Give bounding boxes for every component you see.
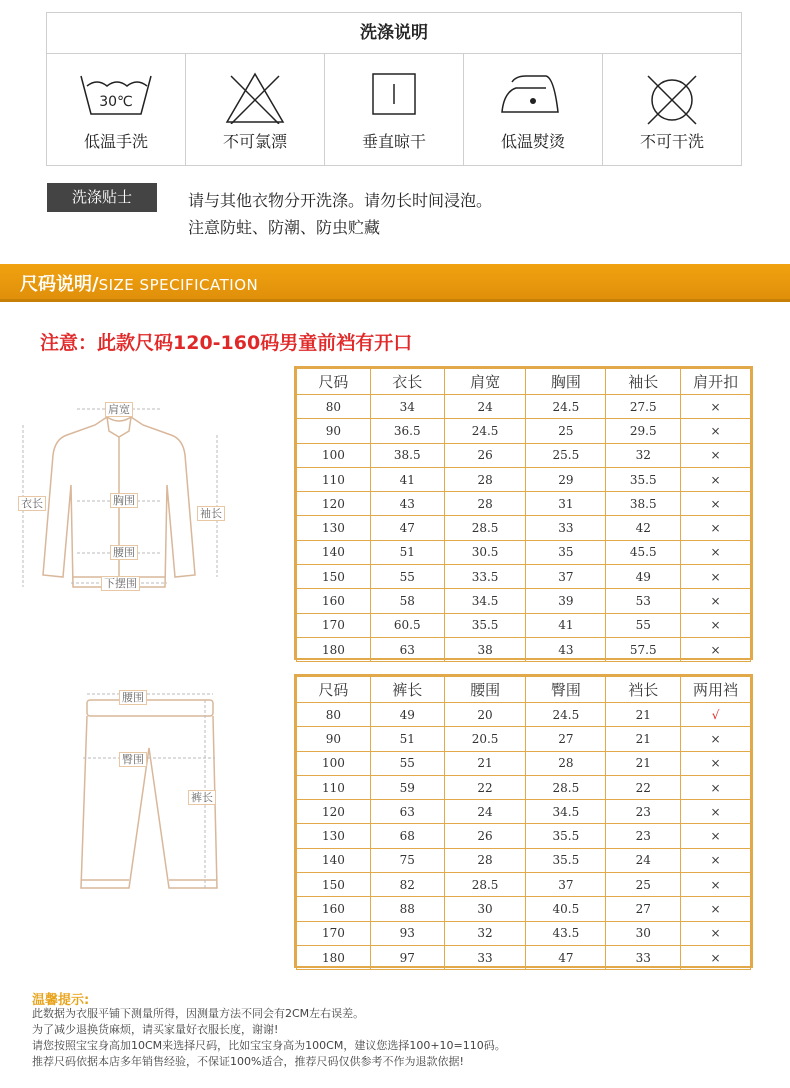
table-row [297,492,751,516]
table-cell: 68 [370,824,444,848]
size-notice: 注意：此款尺码120-160码男童前裆有开口 [40,332,413,354]
table-row [297,565,751,589]
washtub-30-icon [79,72,153,118]
table-cell: 160 [297,589,371,613]
table-cell: 30.5 [444,540,526,564]
table-cell: 37 [526,565,606,589]
table-cell: 59 [370,775,444,799]
table-row [297,703,751,727]
table-cell: 180 [297,637,371,661]
table-cell: 26 [444,443,526,467]
size-banner [0,264,790,302]
table-cell: 21 [606,703,681,727]
wash-cell-hangdry [325,54,464,165]
table-cell: 37 [526,873,606,897]
table-cell: 28 [526,751,606,775]
table-cell: 41 [370,467,444,491]
table-cell: 41 [526,613,606,637]
table-cell: 170 [297,613,371,637]
table-cell: × [681,873,751,897]
table-cell: 34.5 [526,800,606,824]
table-cell: 35.5 [526,824,606,848]
table-cell: 28 [444,492,526,516]
table-cell: 20.5 [444,727,526,751]
hang-dry-icon [371,72,417,116]
table-cell: 39 [526,589,606,613]
washing-tips-text [188,187,492,241]
table-cell: × [681,443,751,467]
table-header-row [297,369,751,395]
table-cell: 88 [370,897,444,921]
no-bleach-icon [225,72,285,124]
table-cell: 53 [606,589,681,613]
table-cell: 40.5 [526,897,606,921]
diagram-label-pants-length: 裤长 [188,790,216,805]
table-cell: 26 [444,824,526,848]
footer-line: 推荐尺码依据本店多年销售经验，不保证100%适合，推荐尺码仅供参考不作为退款依据! [32,1055,464,1068]
wash-cell-nobleach [186,54,325,165]
table-cell: × [681,897,751,921]
tips-line: 注意防蛀、防潮、防虫贮藏 [188,218,381,237]
table-cell: 100 [297,443,371,467]
table-cell: 23 [606,824,681,848]
washing-title: 洗涤说明 [47,13,741,54]
table-cell: 55 [370,565,444,589]
table-cell: 140 [297,848,371,872]
table-cell: 24.5 [526,703,606,727]
table-row [297,727,751,751]
table-cell: 38.5 [370,443,444,467]
table-cell: × [681,565,751,589]
table-cell: 90 [297,419,371,443]
col-header: 裤长 [370,677,444,703]
table-cell: 55 [370,751,444,775]
table-row [297,848,751,872]
table-cell: × [681,727,751,751]
table-cell: 21 [606,727,681,751]
table-cell: × [681,637,751,661]
table-cell: 24 [606,848,681,872]
wash-cell-handwash [47,54,186,165]
table-cell: 24.5 [444,419,526,443]
col-header: 尺码 [297,369,371,395]
table-cell: 24.5 [526,395,606,419]
table-cell: 27 [526,727,606,751]
table-cell: 22 [606,775,681,799]
diagram-label-shoulder: 肩宽 [105,402,133,417]
table-row [297,897,751,921]
size-banner-title [20,270,258,296]
table-header-row [297,677,751,703]
table-cell: 42 [606,516,681,540]
table-cell: 49 [370,703,444,727]
col-header: 肩开扣 [681,369,751,395]
table-cell: 22 [444,775,526,799]
table-row [297,395,751,419]
table-cell: 63 [370,637,444,661]
table-cell: 30 [606,921,681,945]
table-cell: 51 [370,727,444,751]
table-cell: × [681,775,751,799]
table-cell: 43 [370,492,444,516]
table-row [297,751,751,775]
table-cell: 35 [526,540,606,564]
table-cell: 28.5 [444,516,526,540]
diagram-label-hem: 下摆围 [101,576,140,591]
col-header: 胸围 [526,369,606,395]
tips-line: 请与其他衣物分开洗涤。请勿长时间浸泡。 [188,191,493,210]
table-cell: 28.5 [526,775,606,799]
table-cell: 120 [297,492,371,516]
footer-line: 为了减少退换货麻烦，请买家量好衣服长度，谢谢! [32,1023,279,1036]
banner-en-text: SIZE SPECIFICATION [98,276,259,294]
table-cell: 63 [370,800,444,824]
table-cell: × [681,540,751,564]
table-cell: × [681,800,751,824]
table-cell: 58 [370,589,444,613]
table-cell: 25 [526,419,606,443]
table-cell: 23 [606,800,681,824]
table-row [297,516,751,540]
table-cell: 35.5 [444,613,526,637]
table-cell: 33 [606,945,681,969]
diagram-label-hip: 臀围 [119,752,147,767]
table-cell: 130 [297,516,371,540]
table-cell: 80 [297,703,371,727]
table-cell: 43.5 [526,921,606,945]
table-cell: 38.5 [606,492,681,516]
table-cell: 49 [606,565,681,589]
table-cell: 33.5 [444,565,526,589]
top-size-table [296,368,751,662]
table-cell: 93 [370,921,444,945]
table-cell: 29 [526,467,606,491]
col-header: 肩宽 [444,369,526,395]
table-cell: 90 [297,727,371,751]
table-row [297,824,751,848]
table-cell: 80 [297,395,371,419]
no-dryclean-icon [644,72,700,128]
table-cell: 21 [606,751,681,775]
table-cell: × [681,492,751,516]
table-cell: × [681,613,751,637]
table-cell: 34.5 [444,589,526,613]
table-row [297,945,751,969]
wash-label: 不可干洗 [639,132,704,151]
table-row [297,419,751,443]
diagram-label-length: 衣长 [18,496,46,511]
table-cell: × [681,848,751,872]
table-row [297,540,751,564]
diagram-label-sleeve: 袖长 [197,506,225,521]
table-row [297,613,751,637]
table-cell: 55 [606,613,681,637]
table-cell: 24 [444,395,526,419]
table-cell: × [681,751,751,775]
banner-cn-text: 尺码说明/ [20,274,99,295]
table-cell: 100 [297,751,371,775]
table-cell: 30 [444,897,526,921]
col-header: 裆长 [606,677,681,703]
table-cell: 75 [370,848,444,872]
table-cell: 33 [526,516,606,540]
table-cell: 60.5 [370,613,444,637]
table-cell: 43 [526,637,606,661]
table-cell: 28.5 [444,873,526,897]
table-cell: × [681,945,751,969]
table-cell: 32 [444,921,526,945]
table-cell: 51 [370,540,444,564]
footer-line: 请您按照宝宝身高加10CM来选择尺码，比如宝宝身高为100CM，建议您选择100+10=110码。 [32,1039,506,1052]
table-row [297,467,751,491]
iron-low-icon [500,72,566,116]
table-cell: 130 [297,824,371,848]
table-cell: 27 [606,897,681,921]
table-cell: 160 [297,897,371,921]
washing-tips-badge: 洗涤贴士 [47,183,157,212]
col-header: 臀围 [526,677,606,703]
table-cell: 180 [297,945,371,969]
table-cell: 82 [370,873,444,897]
table-cell: 20 [444,703,526,727]
table-cell: 31 [526,492,606,516]
footer-title: 温馨提示: [32,993,90,1008]
table-cell: 25.5 [526,443,606,467]
table-row [297,775,751,799]
table-cell: 35.5 [606,467,681,491]
table-cell: 47 [370,516,444,540]
col-header: 两用裆 [681,677,751,703]
wash-cell-nodryclean [603,54,741,165]
col-header: 袖长 [606,369,681,395]
table-cell: 33 [444,945,526,969]
diagram-label-pants-waist: 腰围 [119,690,147,705]
table-cell: 150 [297,565,371,589]
table-cell: 32 [606,443,681,467]
table-cell: 57.5 [606,637,681,661]
table-cell: × [681,395,751,419]
footer-line: 此数据为衣服平铺下测量所得，因测量方法不同会有2CM左右误差。 [32,1007,365,1020]
table-cell: 47 [526,945,606,969]
table-cell: 110 [297,467,371,491]
table-cell: 170 [297,921,371,945]
table-cell: × [681,467,751,491]
bottom-size-table [296,676,751,970]
table-cell: 27.5 [606,395,681,419]
table-cell: 28 [444,467,526,491]
table-cell: 120 [297,800,371,824]
table-cell: 24 [444,800,526,824]
footer-notes [32,1006,506,1070]
table-cell: 110 [297,775,371,799]
col-header: 尺码 [297,677,371,703]
table-cell: 150 [297,873,371,897]
table-cell: √ [681,703,751,727]
table-cell: 45.5 [606,540,681,564]
wash-label: 低温熨烫 [500,132,565,151]
table-cell: 29.5 [606,419,681,443]
table-row [297,589,751,613]
wash-label: 垂直晾干 [361,132,426,151]
wash-label: 低温手洗 [83,132,148,151]
table-cell: × [681,921,751,945]
wash-label: 不可氯漂 [222,132,287,151]
table-cell: 21 [444,751,526,775]
table-cell: 140 [297,540,371,564]
table-cell: × [681,516,751,540]
table-cell: × [681,589,751,613]
table-cell: × [681,824,751,848]
wash-cell-iron [464,54,603,165]
table-cell: 97 [370,945,444,969]
table-cell: 36.5 [370,419,444,443]
table-cell: 25 [606,873,681,897]
table-row [297,800,751,824]
col-header: 腰围 [444,677,526,703]
table-cell: 28 [444,848,526,872]
col-header: 衣长 [370,369,444,395]
table-cell: 35.5 [526,848,606,872]
diagram-label-chest: 胸围 [110,493,138,508]
table-cell: 34 [370,395,444,419]
washing-card [46,12,742,166]
table-row [297,873,751,897]
wash-temp-text: 30℃ [99,94,133,110]
table-row [297,443,751,467]
washing-icons-row [47,54,741,165]
table-cell: 38 [444,637,526,661]
table-row [297,637,751,661]
diagram-label-waist: 腰围 [110,545,138,560]
table-row [297,921,751,945]
table-cell: × [681,419,751,443]
